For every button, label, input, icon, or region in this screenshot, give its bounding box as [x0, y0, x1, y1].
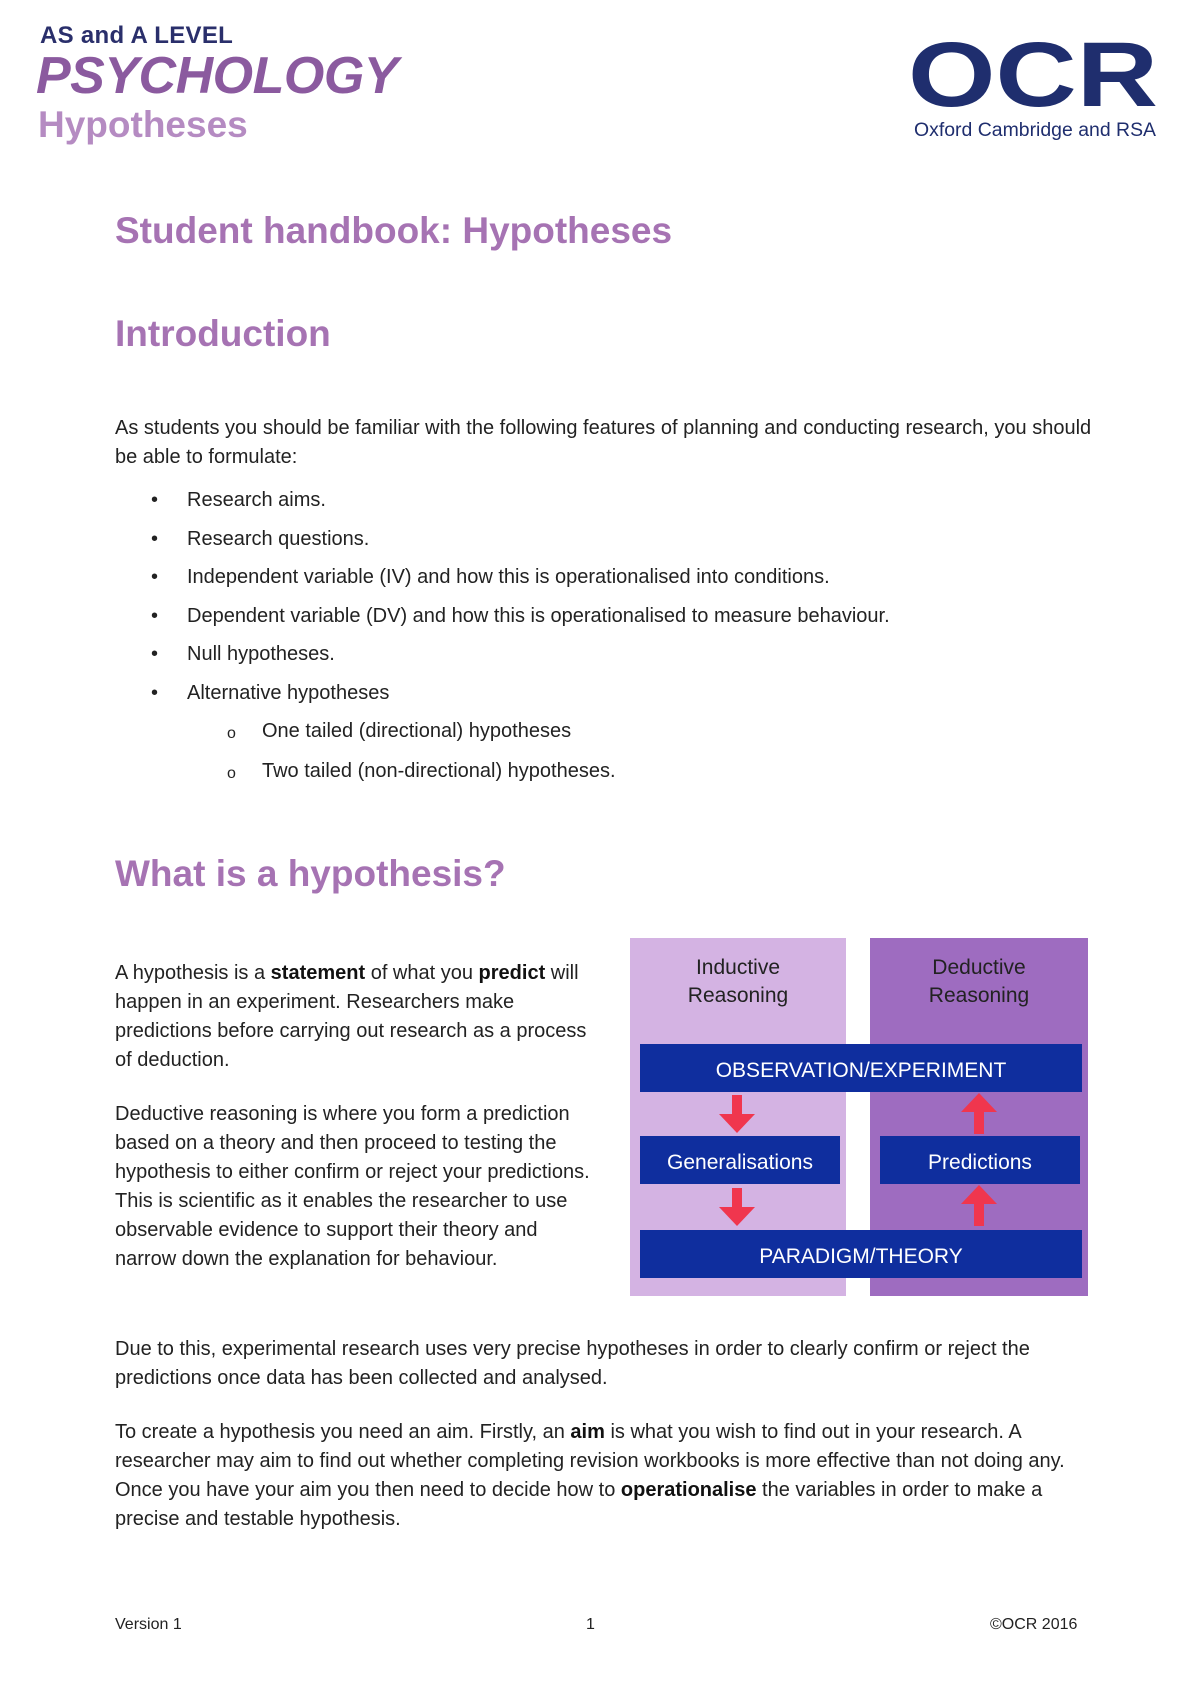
reasoning-diagram: [630, 938, 1088, 1296]
intro-text: As students you should be familiar with the following features of planning and conducting research, you should be able to formulate:: [115, 417, 1092, 468]
page-title: Student handbook: Hypotheses: [115, 210, 673, 251]
deductive-label-1: Deductive: [932, 956, 1026, 979]
predictions-label: Predictions: [928, 1151, 1032, 1174]
inductive-label-1: Inductive: [695, 956, 781, 979]
hypothesis-para-4: To create a hypothesis you need an aim. Firstly, an aim is what you wish to find out in your research. A researcher may aim to find out whether completing revision workbooks is more effective than not doing any. Once you have your aim you then need to decide how to operationalise the variables in order to make a precise and testable hypothesis.: [115, 1421, 1065, 1530]
hypothesis-heading: What is a hypothesis?: [115, 853, 506, 894]
topic-title: Hypotheses: [38, 104, 248, 145]
intro-heading: Introduction: [115, 313, 331, 354]
footer-copyright: ©OCR 2016: [990, 1616, 1078, 1633]
term-operationalise: operationalise: [620, 1479, 757, 1501]
list-item: • Independent variable (IV) and how this is operationalised into conditions.: [115, 563, 890, 602]
term-predict: predict: [478, 962, 546, 984]
hypothesis-para-1: A hypothesis is a statement of what you predict will happen in an experiment. Researchers make predictions before carrying out research as a process of deduction.: [115, 962, 587, 1071]
generalisations-label: Generalisations: [667, 1151, 813, 1174]
sub-list-item: o One tailed (directional) hypotheses: [115, 717, 616, 757]
list-item: • Research questions.: [115, 525, 890, 564]
footer-version: Version 1: [115, 1616, 182, 1633]
list-item: • Null hypotheses.: [115, 640, 890, 679]
level-label: AS and A LEVEL: [40, 22, 234, 49]
subject-title: PSYCHOLOGY: [36, 47, 398, 105]
term-statement: statement: [270, 962, 366, 984]
footer-page-number: 1: [586, 1616, 595, 1633]
inductive-label-2: Reasoning: [687, 984, 789, 1007]
list-item: • Research aims.: [115, 486, 890, 525]
ocr-logo: [906, 30, 1166, 150]
hypothesis-para-2: Deductive reasoning is where you form a prediction based on a theory and then proceed to testing the hypothesis to either confirm or reject your predictions. This is scientific as it enables the researcher to use observable evidence to support their theory and narrow down the explanation for behaviour.: [115, 1103, 590, 1270]
intro-bullet-list: [115, 486, 890, 717]
theory-label: PARADIGM/THEORY: [759, 1245, 963, 1268]
list-item: • Alternative hypotheses: [115, 679, 890, 718]
sub-bullet-list: [115, 717, 616, 797]
observation-label: OBSERVATION/EXPERIMENT: [715, 1059, 1007, 1082]
hypothesis-para-3: Due to this, experimental research uses very precise hypotheses in order to clearly confirm or reject the predictions once data has been collected and analysed.: [115, 1338, 1030, 1389]
logo-wordmark: OCR: [908, 30, 1158, 126]
deductive-label-2: Reasoning: [928, 984, 1030, 1007]
term-aim: aim: [570, 1421, 605, 1443]
list-item: • Dependent variable (DV) and how this is operationalised to measure behaviour.: [115, 602, 890, 641]
sub-list-item: o Two tailed (non-directional) hypotheses.: [115, 757, 616, 797]
logo-subtitle: Oxford Cambridge and RSA: [914, 120, 1157, 141]
